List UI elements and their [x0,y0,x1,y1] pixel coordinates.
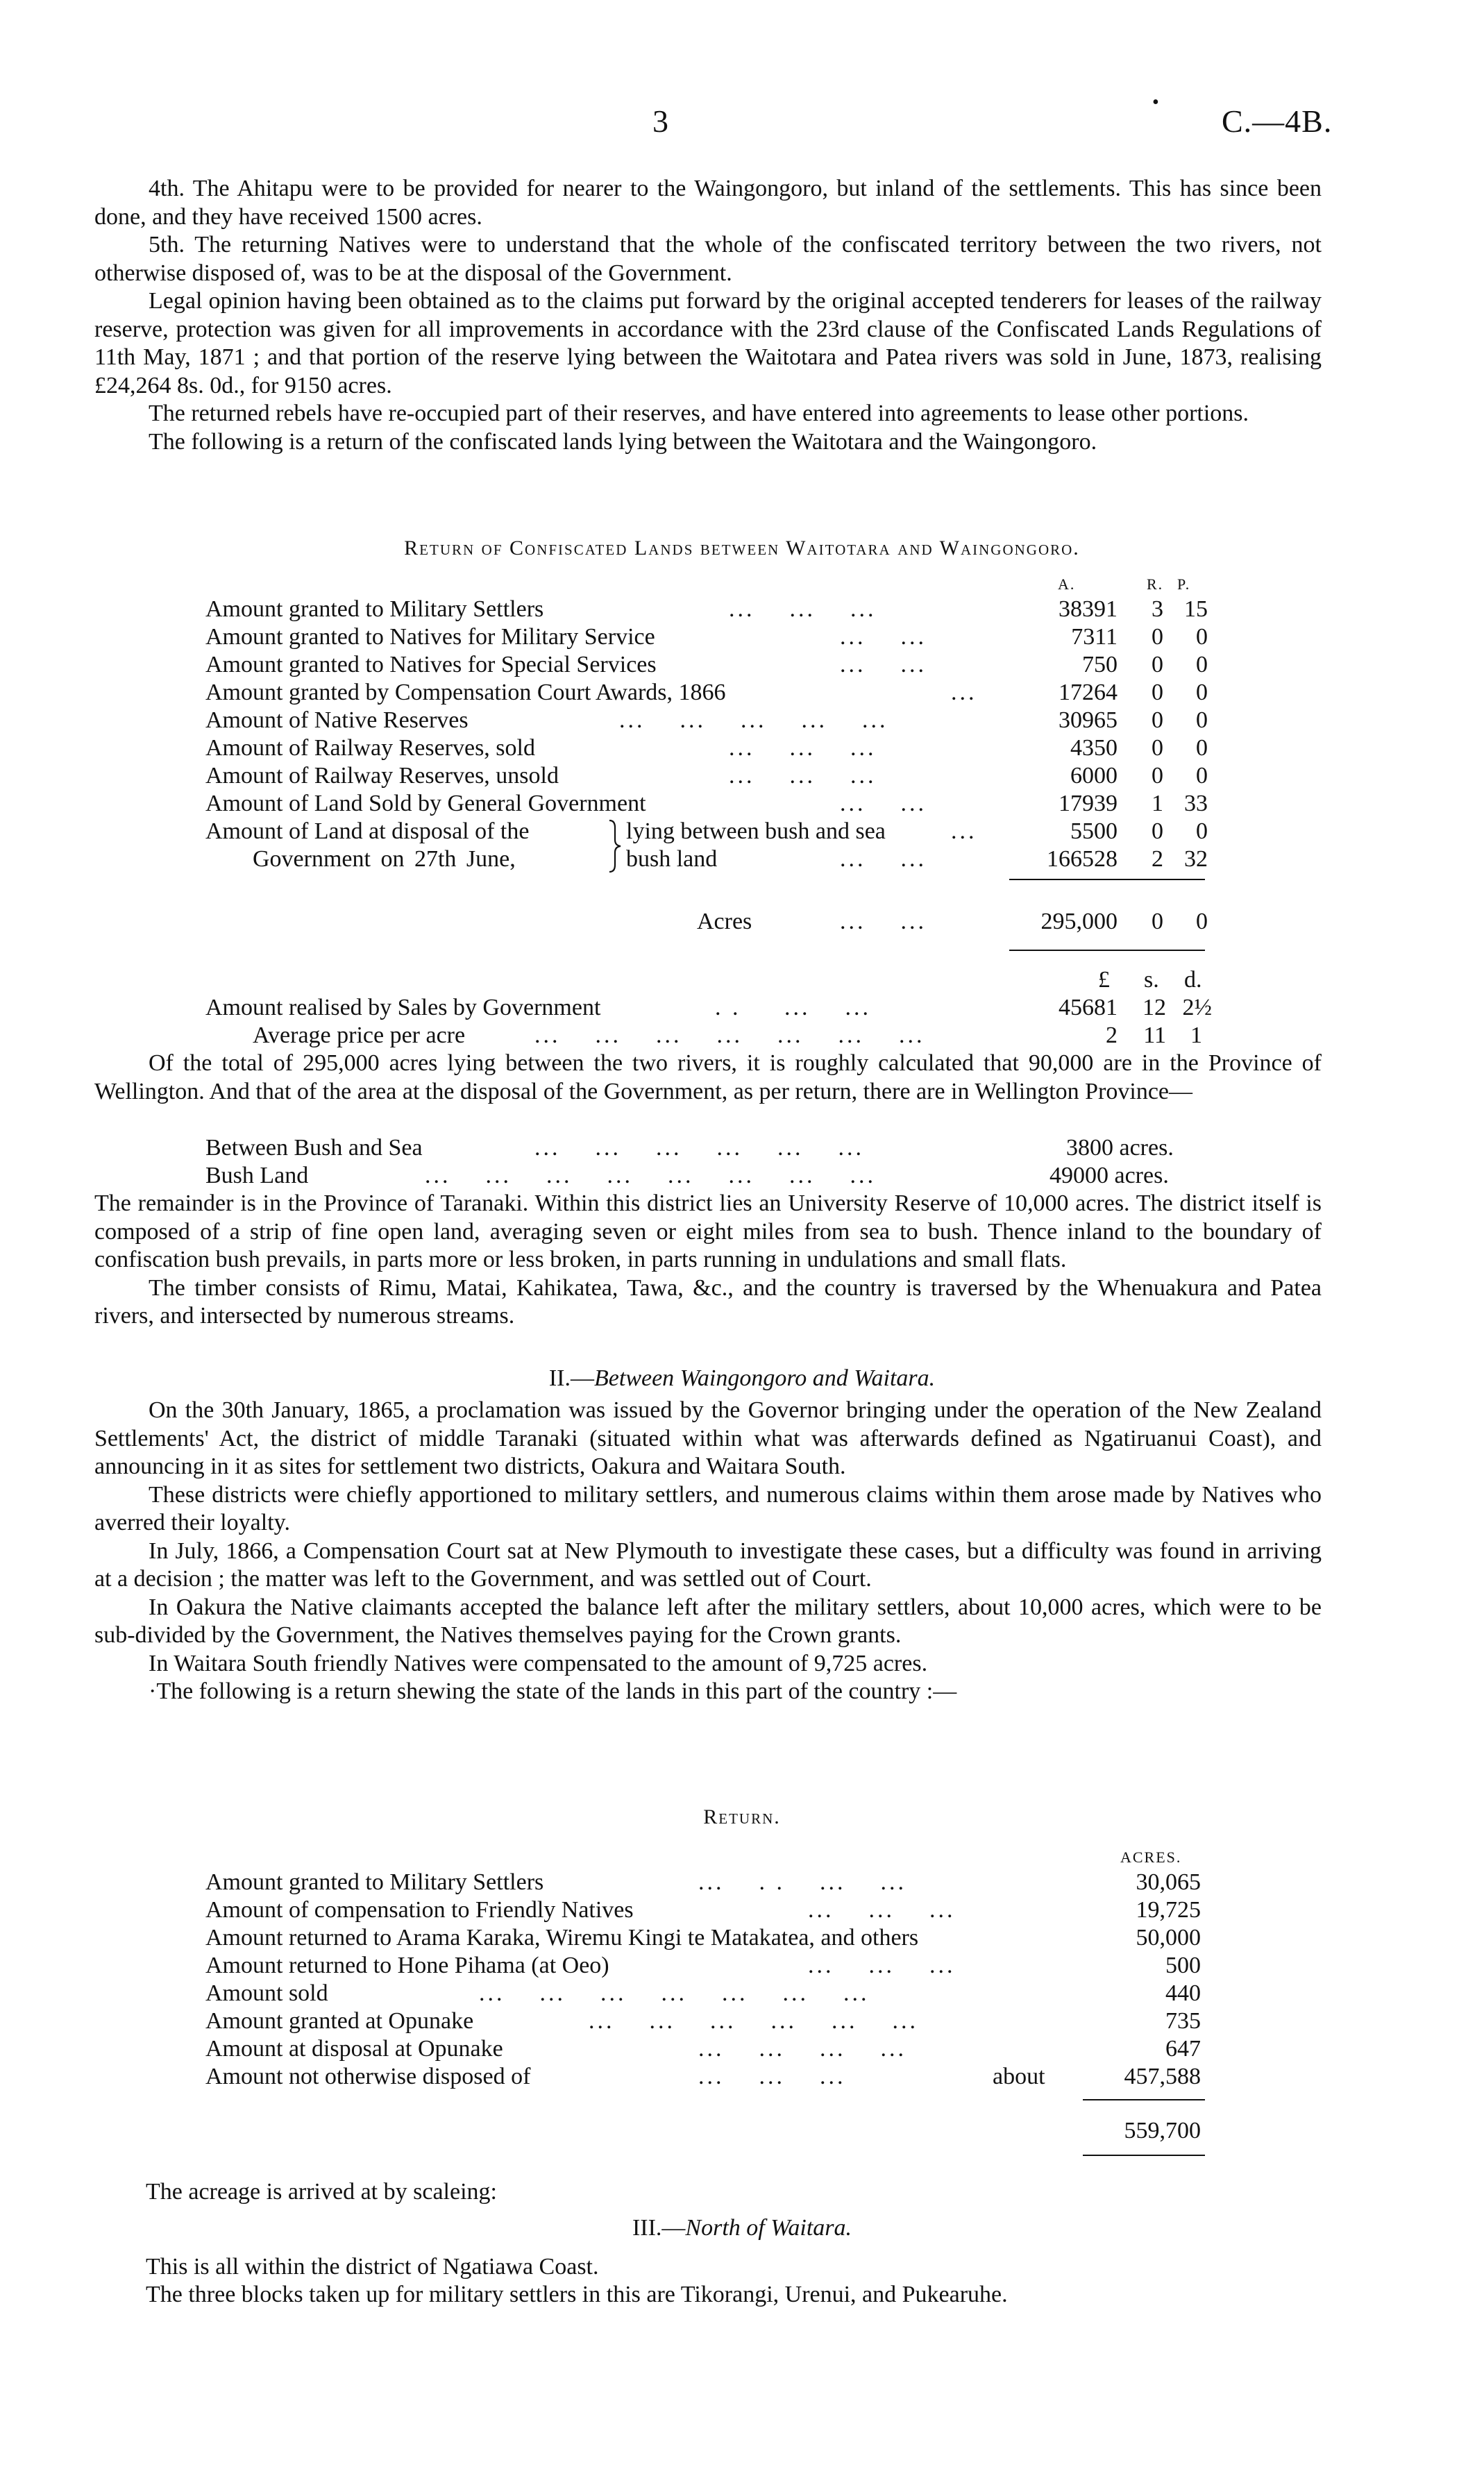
acres-value: 440 [1165,1980,1201,2006]
section-title: Between Waingongoro and Waitara. [594,1365,936,1391]
divider [1009,950,1205,951]
roods-value: 0 [1152,818,1163,844]
pence-value: 2½ [1182,995,1212,1020]
acres-value: 750 [1082,652,1118,677]
roods-value: 0 [1152,707,1163,733]
disposal-label-line2: Government on 27th June, [253,846,516,872]
leader-dots: ... ... [840,791,927,816]
perches-value: 33 [1184,791,1208,816]
leader-dots: ... ... ... ... ... ... ... ... [425,1163,876,1188]
leader-dots: ... ... [840,846,927,872]
divider [1083,2099,1205,2100]
shillings-value: 11 [1143,1022,1166,1048]
roods-value: 0 [1152,680,1163,705]
shillings-value: 12 [1142,995,1166,1020]
paragraph: In Waitara South friendly Natives were compensated to the amount of 9,725 acres. [149,1650,928,1676]
roods-value: 1 [1152,791,1163,816]
row-note: about [993,2064,1045,2089]
sales-label: Amount realised by Sales by Government [205,995,601,1020]
acres-col-header: ACRES. [1120,1848,1182,1866]
row-label: Amount not otherwise disposed of [205,2064,531,2089]
paragraph: 4th. The Ahitapu were to be provided for nearer to the Waingongoro, but inland of the settlements. This has since been done, and they have received 1500 acres. [94,176,1322,230]
document-reference: C.—4B. [1222,103,1333,139]
perches-value: 0 [1196,652,1208,677]
section3-heading [0,2214,1484,2243]
acres-value: 7311 [1071,624,1118,650]
total-acres: 559,700 [1124,2118,1201,2144]
divider [1009,879,1205,880]
acres-value: 647 [1165,2036,1201,2062]
money-col-pence: d. [1184,967,1202,993]
row-label: Between Bush and Sea [205,1135,423,1161]
leader-dots: ... ... ... ... ... ... [534,1135,864,1161]
total-acres: 295,000 [1040,909,1118,934]
roods-value: 0 [1152,652,1163,677]
pounds-value: 45681 [1059,995,1118,1020]
leader-dots: ... ... ... [808,1953,956,1978]
acres-value: 457,588 [1124,2064,1201,2089]
acres-value: 17939 [1059,791,1118,816]
row-label: Amount of Railway Reserves, unsold [205,763,559,789]
paragraph: 5th. The returning Natives were to understand that the whole of the confiscated territory between the two rivers, not otherwise disposed of, was to be at the disposal of the Government. [94,232,1322,286]
paragraph: Of the total of 295,000 acres lying between the two rivers, it is roughly calculated that 90,000 are in the Province of Wellington. And that of the area at the disposal of the Government, as per return, there are in Wellington Province— [94,1050,1322,1104]
intro-text [94,175,1322,456]
after-text [94,1190,1322,1331]
disposal-label-line1: Amount of Land at disposal of the [205,818,530,844]
acres-value: 19,725 [1136,1897,1201,1923]
acres-value: 30965 [1059,707,1118,733]
paragraph: On the 30th January, 1865, a proclamation was issued by the Governor bringing under the operation of the New Zealand Settlements' Act, the district of middle Taranaki (situated within what was afterwards defined as Ngatiruanui Coast), and announcing in it as sites for settlement two districts, Oakura and Waitara South. [94,1397,1322,1479]
row-label: Amount granted by Compensation Court Awards, 1866 [205,680,726,705]
roods-value: 0 [1152,763,1163,789]
leader-dots: ... ... ... [729,735,877,761]
perches-value: 0 [1196,624,1208,650]
row-label: Amount granted to Military Settlers [205,1869,544,1895]
leader-dots: ... ... ... [808,1897,956,1923]
perches-value: 0 [1196,763,1208,789]
table1-title: Return of Confiscated Lands between Waitotara and Waingongoro. [404,537,1080,559]
perches-value: 0 [1196,818,1208,844]
roods-value: 0 [1152,624,1163,650]
perches-value: 0 [1196,680,1208,705]
print-mark: • [1152,92,1159,113]
acres-value: 500 [1165,1953,1201,1978]
row-label: Amount of compensation to Friendly Natives [205,1897,634,1923]
acres-value: 166528 [1047,846,1118,872]
row-label: Amount returned to Arama Karaka, Wiremu Kingi te Matakatea, and others [205,1925,919,1951]
leader-dots: ... ... [840,909,927,934]
section2-heading [0,1365,1484,1393]
leader-dots: ... ... [840,624,927,650]
row-label: Amount granted to Natives for Special Services [205,652,657,677]
paragraph: The returned rebels have re-occupied part of their reserves, and have entered into agreements to lease other portions. [149,401,1249,426]
col-a-header: A. [1058,575,1076,593]
row-label: Amount sold [205,1980,328,2006]
leader-dots: ... [951,818,977,844]
pounds-value: 2 [1106,1022,1118,1048]
brace-icon [605,819,623,873]
leader-dots: ... ... ... ... ... ... ... [534,1022,925,1048]
row-label: Amount of Railway Reserves, sold [205,735,535,761]
acres-value: 30,065 [1136,1869,1201,1895]
leader-dots: . . ... ... [715,995,871,1020]
leader-dots: ... ... ... [698,2064,846,2089]
leader-dots: ... ... ... ... ... ... [589,2008,918,2034]
table2-title: Return. [703,1805,781,1828]
paragraph: The remainder is in the Province of Taranaki. Within this district lies an University Reserve of 10,000 acres. The district itself is composed of a strip of fine open land, averaging seven or eight miles from sea to bush. Thence inland to the boundary of confiscation bush prevails, in parts more or less broken, in parts running in undulations and small flats. [94,1190,1322,1272]
pence-value: 1 [1190,1022,1202,1048]
paragraph: Legal opinion having been obtained as to the claims put forward by the original accepted tenderers for leases of the railway reserve, protection was given for all improvements in accordance with the 23rd clause of the Confiscated Lands Regulations of 11th May, 1871 ; and that portion of the reserve lying between the Waitotara and Patea rivers was sold in June, 1873, realising £24,264 8s. 0d., for 9150 acres. [94,288,1322,398]
leader-dots: ... ... ... ... ... [619,707,888,733]
row-label: Amount granted at Opunake [205,2008,474,2034]
row-label: Amount of Native Reserves [205,707,469,733]
leader-dots: ... ... ... [729,596,877,622]
perches-value: 0 [1196,707,1208,733]
col-p-header: P. [1177,575,1191,593]
middle-text [94,1050,1322,1106]
roods-value: 0 [1152,735,1163,761]
avg-label: Average price per acre [253,1022,466,1048]
divider [1083,2155,1205,2156]
perches-value: 15 [1184,596,1208,622]
roods-value: 2 [1152,846,1163,872]
leader-dots: ... ... [840,652,927,677]
paragraph: In July, 1866, a Compensation Court sat at New Plymouth to investigate these cases, but a difficulty was found in arriving at a decision ; the matter was left to the Government, and was settled out of Court. [94,1538,1322,1592]
row-label: Amount granted to Military Settlers [205,596,544,622]
acres-value: 4350 [1070,735,1118,761]
acres-value: 6000 [1070,763,1118,789]
row-label: Bush Land [205,1163,309,1188]
leader-dots: ... ... ... [729,763,877,789]
total-roods: 0 [1152,909,1163,934]
row-label: Amount of Land Sold by General Government [205,791,646,816]
acres-value: 735 [1165,2008,1201,2034]
row-label: Amount at disposal at Opunake [205,2036,503,2062]
total-perches: 0 [1196,909,1208,934]
paragraph: ·The following is a return shewing the state of the lands in this part of the country :— [149,1678,957,1704]
paragraph: The timber consists of Rimu, Matai, Kahikatea, Tawa, &c., and the country is traversed by the Whenuakura and Patea rivers, and intersected by numerous streams. [94,1274,1322,1329]
leader-dots: ... ... ... ... ... ... ... [479,1980,870,2006]
row-label: Amount returned to Hone Pihama (at Oeo) [205,1953,609,1978]
section3-line: The three blocks taken up for military settlers in this are Tikorangi, Urenui, and Pukearuhe. [146,2282,1008,2307]
leader-dots: ... ... ... ... [698,2036,907,2062]
section2-text [94,1397,1322,1706]
section3-line: This is all within the district of Ngatiawa Coast. [146,2254,599,2280]
perches-value: 0 [1196,735,1208,761]
perches-value: 32 [1184,846,1208,872]
paragraph: The following is a return of the confiscated lands lying between the Waitotara and the Waingongoro. [149,428,1097,455]
col-r-header: R. [1147,575,1164,593]
disposal-sub-label: bush land [626,846,718,872]
money-col-shillings: s. [1144,967,1159,993]
roods-value: 3 [1152,596,1163,622]
acres-value: 5500 [1070,818,1118,844]
section-number: III.— [632,2215,686,2241]
scaleing-note: The acreage is arrived at by scaleing: [146,2179,497,2205]
acres-value: 17264 [1059,680,1118,705]
leader-dots: ... [951,680,977,705]
acres-value: 50,000 [1136,1925,1201,1951]
section-number: II.— [548,1365,595,1391]
paragraph: In Oakura the Native claimants accepted the balance left after the military settlers, about 10,000 acres, which were to be sub-divided by the Government, the Natives themselves paying for the Crown grants. [94,1594,1322,1648]
disposal-sub-label: lying between bush and sea [626,818,886,844]
section-title: North of Waitara. [685,2215,852,2241]
leader-dots: ... . . ... ... [698,1869,907,1895]
paragraph: These districts were chiefly apportioned to military settlers, and numerous claims within them arose made by Natives who averred their loyalty. [94,1481,1322,1535]
row-label: Amount granted to Natives for Military Service [205,624,655,650]
row-value: 49000 acres. [1049,1163,1169,1188]
acres-value: 38391 [1059,596,1118,622]
page-number: 3 [652,103,668,139]
total-label: Acres [697,909,752,934]
row-value: 3800 acres. [1066,1135,1174,1161]
money-col-pounds: £ [1098,967,1110,993]
